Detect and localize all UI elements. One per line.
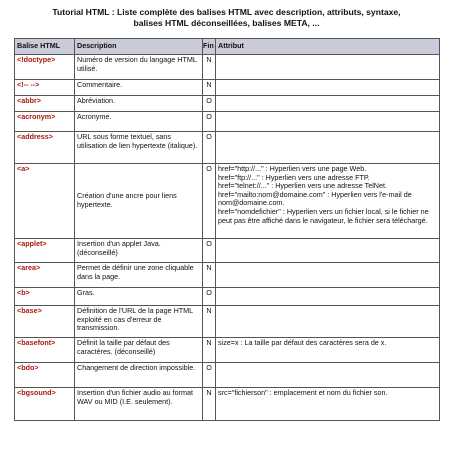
tag-cell: <abbr>: [15, 96, 75, 112]
attribute-line: href="ftp://..." : Hyperlien vers une adresse FTP.: [218, 172, 370, 182]
attribute-cell: [216, 80, 440, 96]
tags-table: [14, 38, 440, 421]
table-row: [15, 263, 440, 288]
end-tag-flag: O: [203, 132, 216, 164]
tag-cell: <applet>: [15, 239, 75, 263]
description-cell: Changement de direction impossible.: [75, 363, 203, 388]
end-tag-flag: N: [203, 388, 216, 421]
tag-cell: <b>: [15, 288, 75, 306]
description-cell: Numéro de version du langage HTML utilisé.: [75, 55, 203, 80]
tag-cell: <basefont>: [15, 338, 75, 363]
header-attribute: Attribut: [216, 39, 440, 55]
table-row: [15, 96, 440, 112]
attribute-cell: [216, 132, 440, 164]
title-line-2: balises HTML déconseillées, balises META, ...: [133, 18, 320, 28]
attribute-cell: [216, 96, 440, 112]
end-tag-flag: O: [203, 363, 216, 388]
attribute-cell: [216, 263, 440, 288]
attribute-cell: size=x : La taille par défaut des caractères sera de x.: [216, 338, 440, 363]
description-cell: Insertion d'un fichier audio au format WAV ou MID (I.E. seulement).: [75, 388, 203, 421]
table-row: [15, 306, 440, 338]
attribute-cell: [216, 239, 440, 263]
end-tag-flag: O: [203, 239, 216, 263]
end-tag-flag: N: [203, 263, 216, 288]
description-cell: Définition de l'URL de la page HTML exploité en cas d'erreur de transmission.: [75, 306, 203, 338]
table-row: [15, 363, 440, 388]
title-line-1: Tutorial HTML : Liste complète des balises HTML avec description, attributs, syntaxe,: [52, 7, 401, 17]
tag-cell: <area>: [15, 263, 75, 288]
attribute-cell: [216, 306, 440, 338]
table-row: [15, 239, 440, 263]
header-description: Description: [75, 39, 203, 55]
end-tag-flag: O: [203, 164, 216, 239]
attribute-line: href="nomdefichier" : Hyperlien vers un fichier local, si le fichier ne peut pas être affiché dans le navigateur, le fichier sera téléchargé.: [218, 206, 429, 225]
tag-cell: <!doctype>: [15, 55, 75, 80]
table-row: [15, 164, 440, 239]
table-row: [15, 80, 440, 96]
description-cell: Abréviation.: [75, 96, 203, 112]
tag-cell: <bdo>: [15, 363, 75, 388]
description-cell: URL sous forme textuel, sans utilisation de lien hypertexte (italique).: [75, 132, 203, 164]
attribute-cell: [216, 112, 440, 132]
attribute-cell: src="fichierson" : emplacement et nom du fichier son.: [216, 388, 440, 421]
description-cell: Permet de définir une zone cliquable dans la page.: [75, 263, 203, 288]
attribute-cell: [216, 164, 440, 239]
attribute-line: href="mailto:nom@domaine.com" : Hyperlien vers l'e-mail de nom@domaine.com.: [218, 189, 412, 208]
description-cell: Définit la taille par défaut des caractères. (déconseillé): [75, 338, 203, 363]
tag-cell: <acronym>: [15, 112, 75, 132]
tag-cell: <address>: [15, 132, 75, 164]
attribute-cell: [216, 55, 440, 80]
header-end: Fin: [203, 39, 216, 55]
end-tag-flag: N: [203, 55, 216, 80]
end-tag-flag: O: [203, 288, 216, 306]
end-tag-flag: O: [203, 96, 216, 112]
attribute-cell: [216, 363, 440, 388]
tag-cell: <bgsound>: [15, 388, 75, 421]
end-tag-flag: N: [203, 338, 216, 363]
end-tag-flag: O: [203, 112, 216, 132]
end-tag-flag: N: [203, 80, 216, 96]
header-row: [15, 39, 440, 55]
table-row: [15, 55, 440, 80]
table-row: [15, 112, 440, 132]
table-row: [15, 288, 440, 306]
attribute-line: href="http://..." : Hyperlien vers une page Web.: [218, 164, 367, 173]
header-tag: Balise HTML: [15, 39, 75, 55]
tag-cell: <a>: [15, 164, 75, 239]
description-cell: Acronyme.: [75, 112, 203, 132]
table-row: [15, 388, 440, 421]
attribute-cell: [216, 288, 440, 306]
attribute-line: href="telnet://..." : Hyperlien vers une adresse TelNet.: [218, 181, 387, 191]
description-cell: Création d'une ancre pour liens hypertexte.: [75, 164, 203, 239]
end-tag-flag: N: [203, 306, 216, 338]
table-row: [15, 338, 440, 363]
description-cell: Insertion d'un applet Java. (déconseillé): [75, 239, 203, 263]
description-cell: Gras.: [75, 288, 203, 306]
description-cell: Commentaire.: [75, 80, 203, 96]
document-title: [14, 7, 439, 29]
tag-cell: <!-- -->: [15, 80, 75, 96]
table-row: [15, 132, 440, 164]
tag-cell: <base>: [15, 306, 75, 338]
